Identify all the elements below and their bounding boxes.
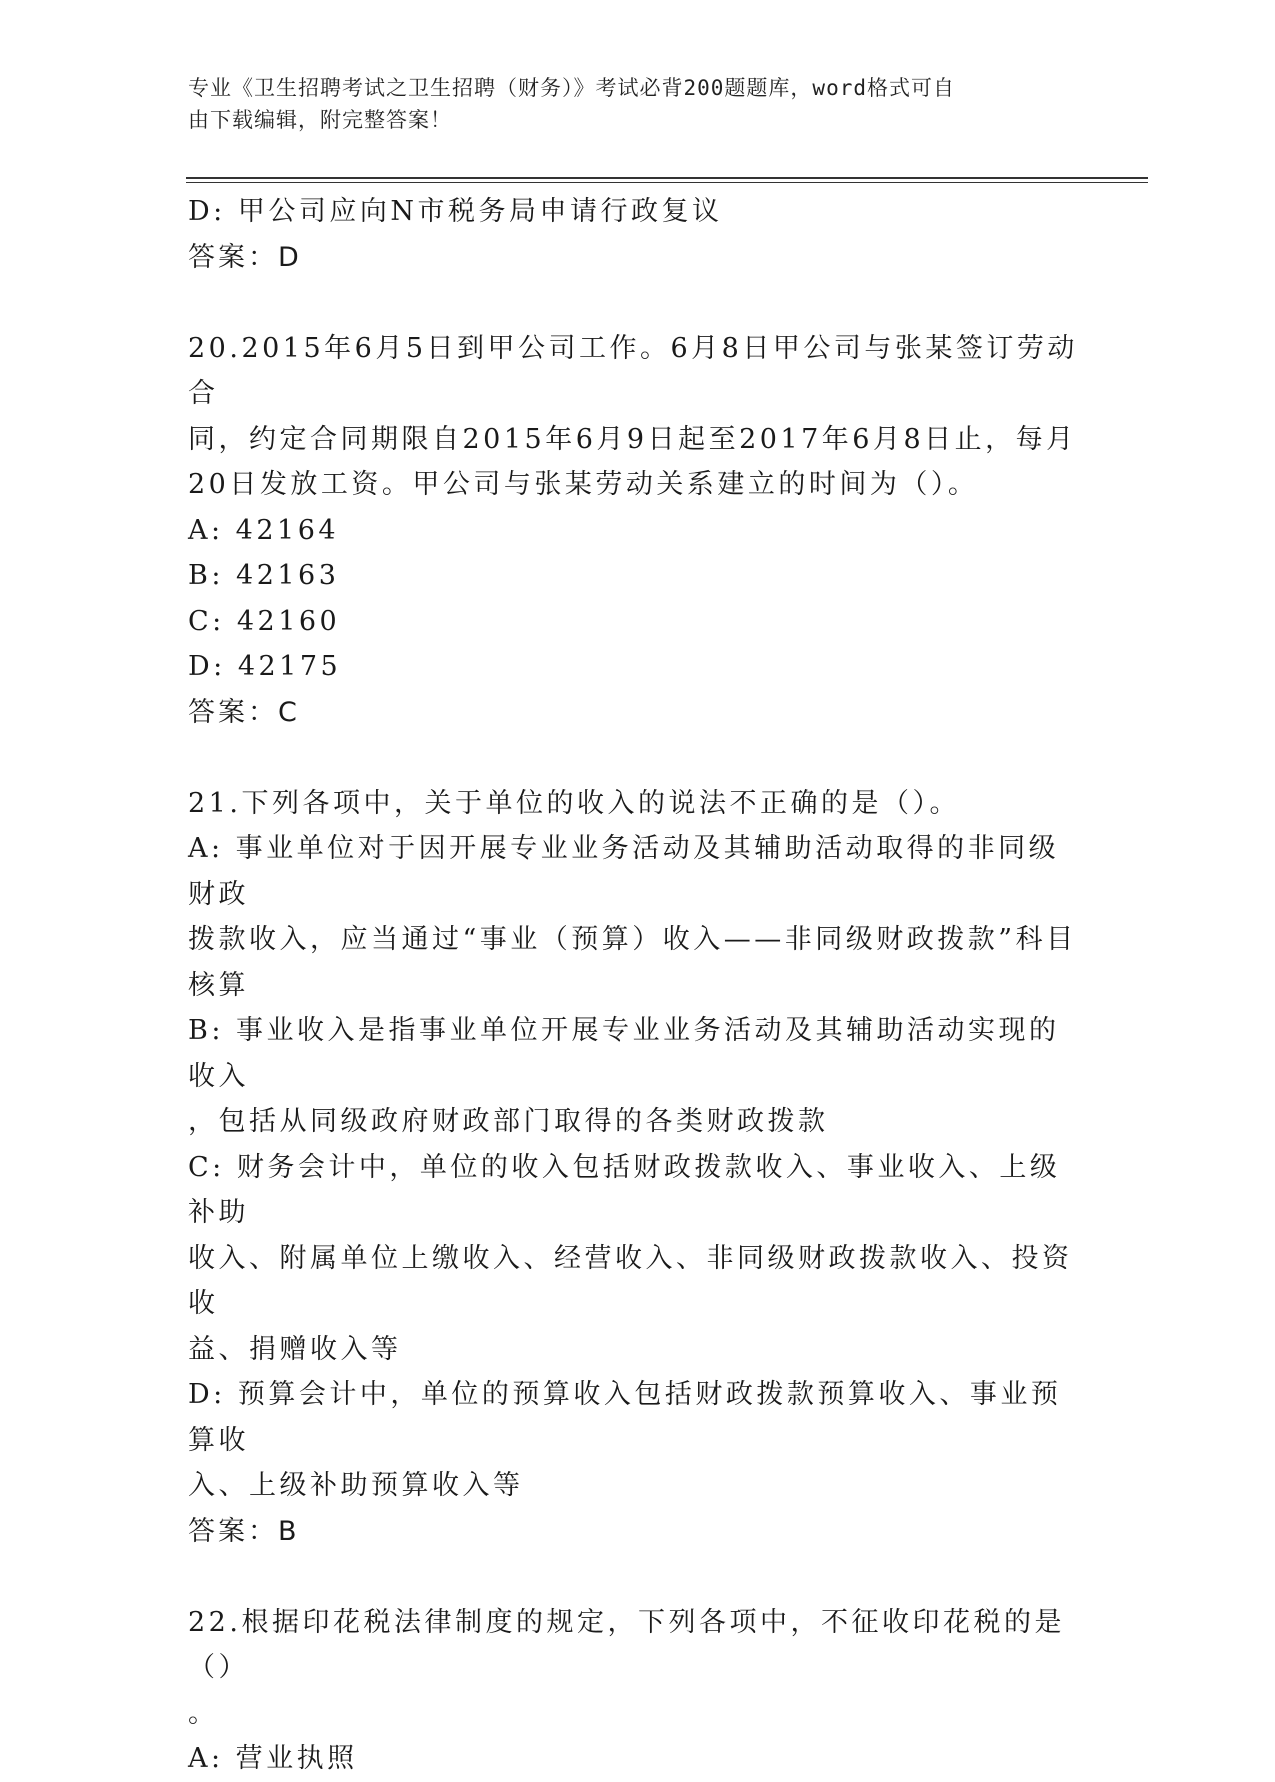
- q21-stem: 21.下列各项中，关于单位的收入的说法不正确的是（）。: [188, 787, 960, 819]
- q20-stem-line: 20.2015年6月5日到甲公司工作。6月8日甲公司与张某签订劳动合: [188, 332, 1078, 409]
- q21-option-a-line: 核算: [188, 969, 249, 1001]
- q20-stem-line: 同，约定合同期限自2015年6月9日起至2017年6月8日止，每月: [188, 423, 1077, 455]
- q21-option-c-line: 益、捐赠收入等: [188, 1333, 402, 1365]
- q19-option-d: D: 甲公司应向N市税务局申请行政复议: [188, 196, 723, 227]
- header-line-2: 由下载编辑，附完整答案！: [188, 108, 452, 132]
- header-line-1: 专业《卫生招聘考试之卫生招聘（财务）》考试必背200题题库，word格式可自: [188, 76, 955, 100]
- spacer: [188, 1554, 1078, 1600]
- q21-option-b-line: ，包括从同级政府财政部门取得的各类财政拨款: [188, 1106, 829, 1137]
- q21-option-c-line: 收入、附属单位上缴收入、经营收入、非同级财政拨款收入、投资收: [188, 1242, 1073, 1319]
- document-header: [188, 72, 1068, 136]
- q21-option-a-line: 拨款收入，应当通过“事业（预算）收入——非同级财政拨款”科目: [188, 924, 1077, 955]
- q20-option-d: D: 42175: [188, 651, 342, 682]
- spacer: [188, 280, 1078, 326]
- q21-option-d-line: 入、上级补助预算收入等: [188, 1470, 524, 1501]
- header-divider-thick: [186, 177, 1148, 179]
- q21-option-c-line: C: 财务会计中，单位的收入包括财政拨款收入、事业收入、上级补助: [188, 1151, 1061, 1228]
- q21-option-b-line: B: 事业收入是指事业单位开展专业业务活动及其辅助活动实现的收入: [188, 1015, 1060, 1092]
- q22-stem-line: 。: [188, 1697, 219, 1729]
- q20-option-b: B: 42163: [188, 560, 340, 591]
- q21-option-a-line: A: 事业单位对于因开展专业业务活动及其辅助活动取得的非同级财政: [188, 833, 1060, 910]
- header-divider-thin: [186, 182, 1148, 183]
- question-content: [188, 189, 1078, 1782]
- q22-option-a: A: 营业执照: [188, 1743, 358, 1774]
- q21-option-d-line: D: 预算会计中，单位的预算收入包括财政拨款预算收入、事业预算收: [188, 1379, 1062, 1456]
- q21-answer: 答案：B: [188, 1515, 300, 1547]
- q20-option-a: A: 42164: [188, 514, 340, 546]
- q20-answer: 答案：C: [188, 696, 300, 728]
- q20-option-c: C: 42160: [188, 605, 341, 637]
- q22-stem-line: 22.根据印花税法律制度的规定，下列各项中，不征收印花税的是（）: [188, 1606, 1065, 1683]
- q19-answer: 答案：D: [188, 241, 302, 273]
- spacer: [188, 735, 1078, 781]
- q20-stem-line: 20日发放工资。甲公司与张某劳动关系建立的时间为（）。: [188, 469, 979, 500]
